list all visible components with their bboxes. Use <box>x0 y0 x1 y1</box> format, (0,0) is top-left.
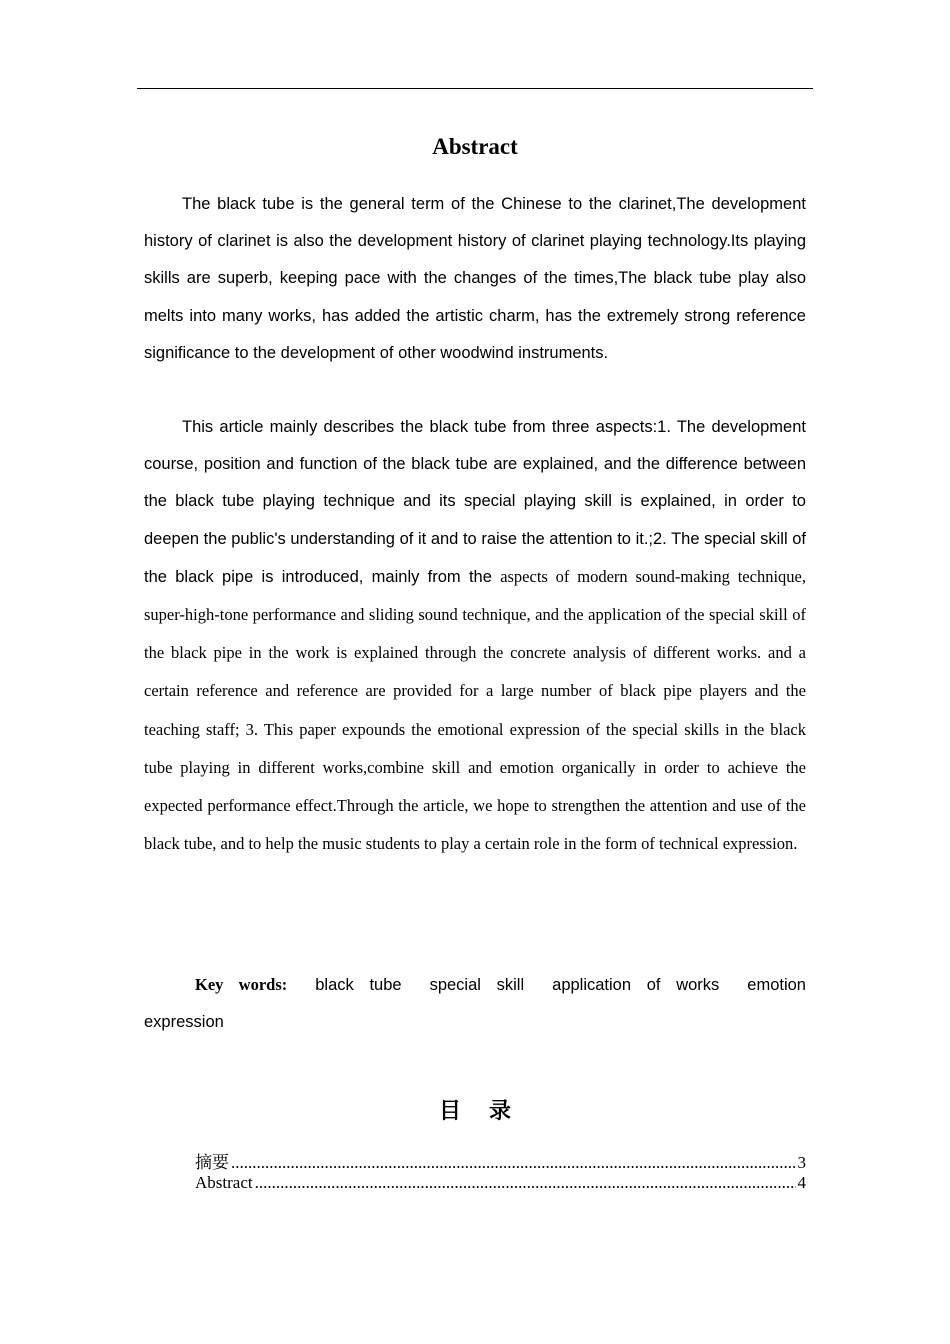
abstract-paragraph-1: The black tube is the general term of the Chinese to the clarinet,The development history of clarinet is also the development history of clarinet playing technology.Its playing skills are superb, keeping pace with the changes of the times,The black tube play also melts into many works, has added the artistic charm, has the extremely strong reference significance to the development of other woodwind instruments. <box>144 195 806 362</box>
abstract-paragraph-2 <box>144 409 806 863</box>
abstract-title: Abstract <box>432 134 518 159</box>
abstract-paragraph-2-serif: aspects of modern sound-making technique, super-high-tone performance and sliding sound technique, and the application of the special skill of the black pipe in the work is explained through the concrete analysis of different works. and a certain reference and reference are provided for a large number of black pipe players and the teaching staff; 3. This paper expounds the emotional expression of the special skills in the black tube playing in different works,combine skill and emotion organically in order to achieve the expected performance effect.Through the article, we hope to strengthen the attention and use of the black tube, and to help the music students to play a certain role in the form of technical expression. <box>144 566 806 854</box>
toc-entry[interactable] <box>195 1173 806 1197</box>
abstract-paragraph-2-sans: This article mainly describes the black tube from three aspects:1. The development course, position and function of the black tube are explained, and the difference between the black tube playing technique and its special playing skill is explained, in order to deepen the public's understanding of it and to raise the attention to it.;2. The special skill of the black pipe is introduced, mainly from the <box>144 418 806 586</box>
toc-entry-page: 4 <box>797 1173 806 1192</box>
keyword-item: black tube <box>315 976 402 994</box>
toc-leader-dots <box>231 1153 796 1173</box>
keywords <box>144 966 806 1041</box>
toc-entry-label: Abstract <box>195 1173 253 1192</box>
toc-leader-dots <box>255 1173 796 1193</box>
keyword-item: emotion expression <box>144 976 806 1032</box>
keyword-item: special skill <box>429 976 525 994</box>
toc-title: 目录 <box>438 1099 539 1124</box>
keyword-item: application of works <box>552 976 720 994</box>
header-rule <box>137 88 813 89</box>
keywords-label: Key words: <box>195 975 288 994</box>
toc-entry-page: 3 <box>797 1153 806 1172</box>
toc-entry-label: 摘要 <box>195 1153 229 1172</box>
toc-entry[interactable] <box>195 1148 806 1172</box>
